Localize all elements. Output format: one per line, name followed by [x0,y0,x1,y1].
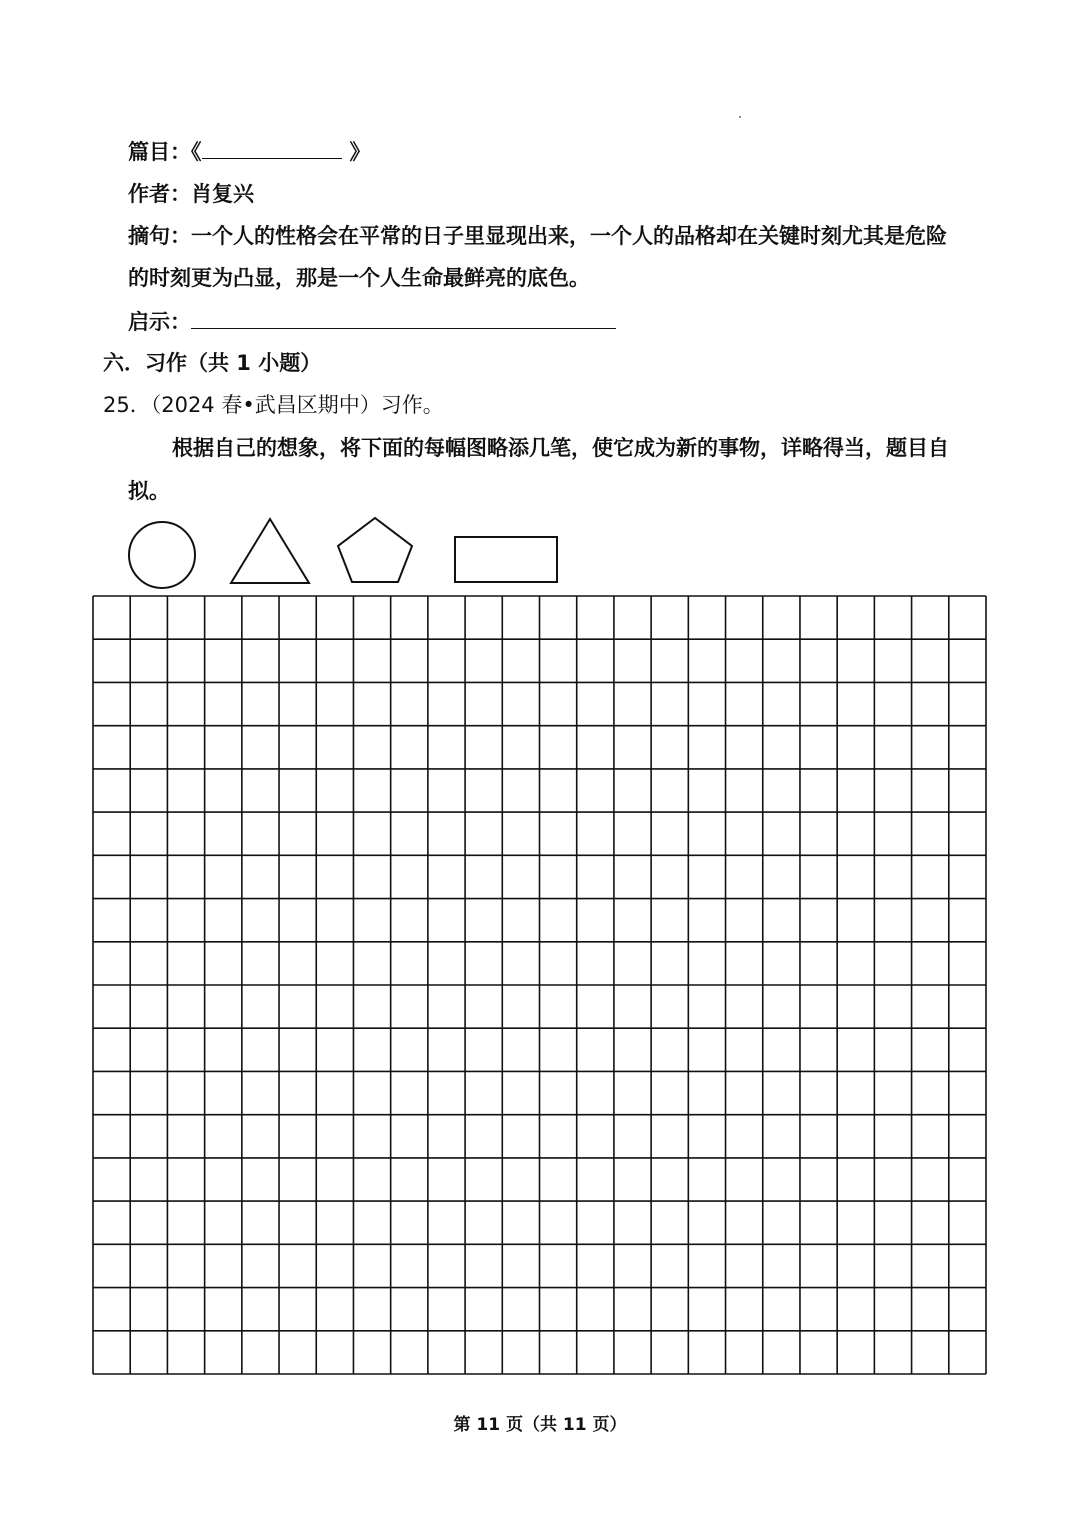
section-heading: 六．习作（共 1 小题） [103,351,322,375]
pentagon-shape [338,518,412,582]
writing-grid[interactable] [92,595,987,1375]
shape-row [0,0,1080,600]
title-open-bracket: 《 [191,140,202,164]
author-name: 肖复兴 [191,182,254,206]
excerpt-line-2: 的时刻更为凸显，那是一个人生命最鲜亮的底色。 [128,266,590,290]
excerpt-line-1: 一个人的性格会在平常的日子里显现出来，一个人的品格却在关键时刻尤其是危险 [191,224,947,248]
question-title: 25．（2024 春•武昌区期中）习作。 [103,393,444,417]
insight-label: 启示： [128,310,191,334]
author-label: 作者： [128,182,191,206]
rectangle-shape [455,537,557,582]
triangle-shape [231,519,309,583]
title-label: 篇目： [128,140,191,164]
page-footer: 第 11 页（共 11 页） [453,1415,627,1435]
excerpt-label: 摘句： [128,224,191,248]
instruction-line-2: 拟。 [128,479,170,503]
instruction-line-1: 根据自己的想象，将下面的每幅图略添几笔，使它成为新的事物，详略得当，题目自 [172,436,949,460]
circle-shape [129,522,195,588]
title-close-bracket: 》 [349,140,371,164]
